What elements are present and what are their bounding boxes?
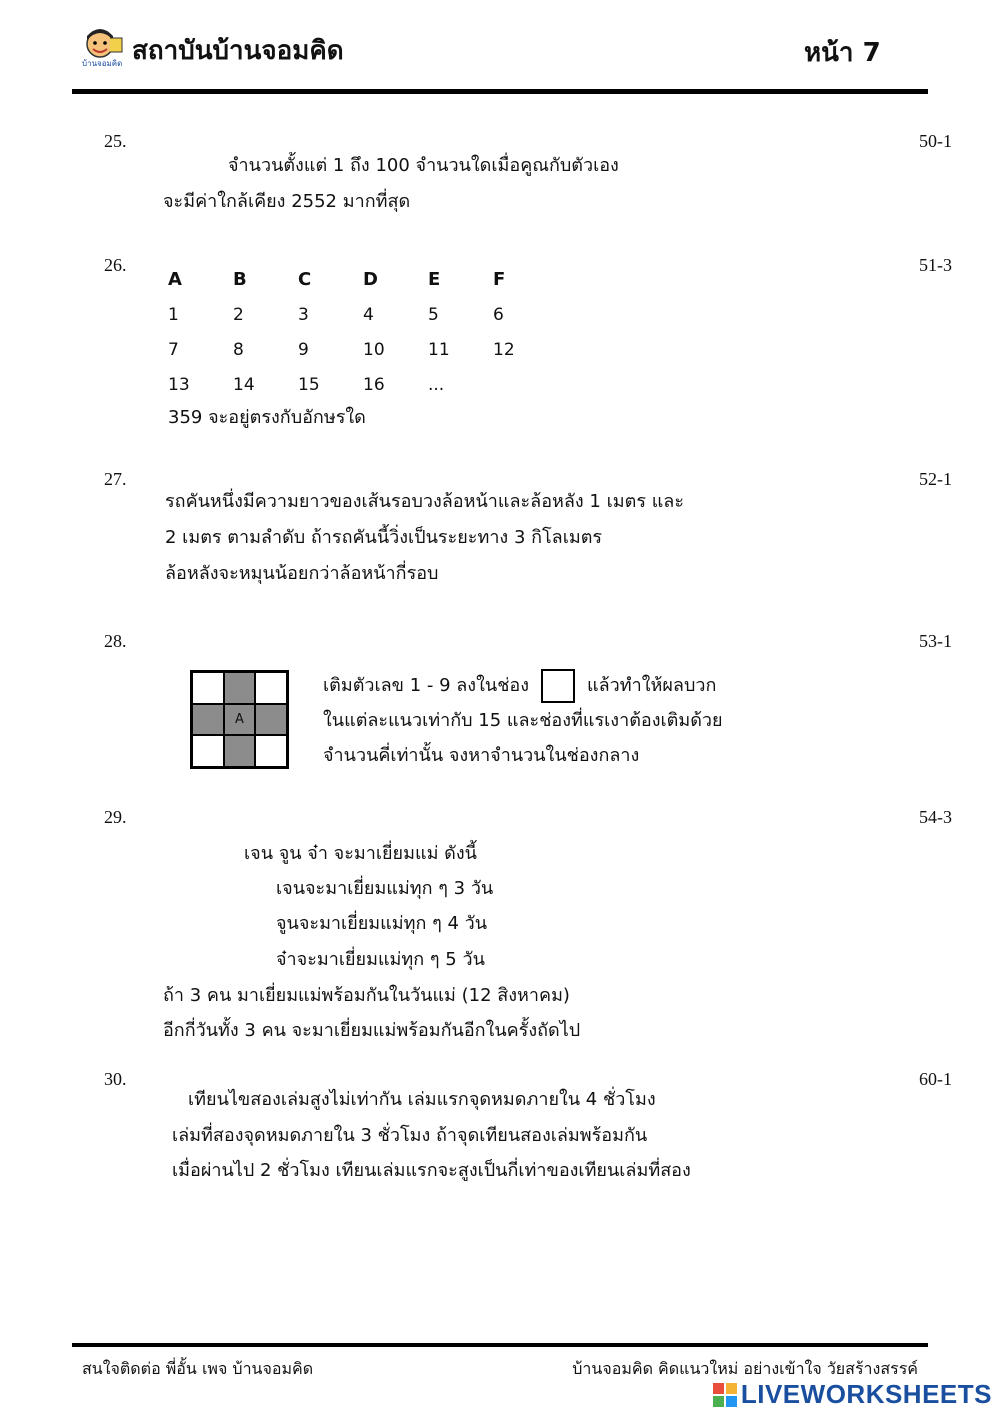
question-text: ล้อหลังจะหมุนน้อยกว่าล้อหน้ากี่รอบ (165, 563, 439, 584)
question-text: เจน จูน จ๋า จะมาเยี่ยมแม่ ดังนี้ (244, 843, 477, 864)
table-header-cell: B (233, 269, 247, 290)
logo-text: บ้านจอมคิด (82, 59, 123, 68)
question-text: จำนวนคี่เท่านั้น จงหาจำนวนในช่องกลาง (323, 745, 640, 766)
question-number: 27. (104, 469, 127, 489)
question-text: เล่มที่สองจุดหมดภายใน 3 ชั่วโมง ถ้าจุดเทียนสองเล่มพร้อมกัน (172, 1125, 648, 1146)
question-number: 28. (104, 631, 127, 651)
question-text: อีกกี่วันทั้ง 3 คน จะมาเยี่ยมแม่พร้อมกันอีกในครั้งถัดไป (163, 1020, 581, 1041)
question-number: 26. (104, 255, 127, 275)
letter-number-table (168, 262, 558, 402)
footer-slogan: บ้านจอมคิด คิดแนวใหม่ อย่างเข้าใจ วัยสร้างสรรค์ (572, 1359, 918, 1378)
table-header-cell: E (428, 269, 441, 290)
page-number: หน้า 7 (804, 38, 881, 68)
table-cell: 3 (298, 304, 309, 325)
table-cell: 7 (168, 339, 179, 360)
question-code: 51-3 (919, 255, 952, 275)
table-cell: ... (428, 374, 445, 395)
question-text: แล้วทำให้ผลบวก (587, 675, 717, 696)
question-text: จำนวนตั้งแต่ 1 ถึง 100 จำนวนใดเมื่อคูณกับตัวเอง (228, 155, 619, 176)
question-code: 53-1 (919, 631, 952, 651)
question-text: เมื่อผ่านไป 2 ชั่วโมง เทียนเล่มแรกจะสูงเป็นกี่เท่าของเทียนเล่มที่สอง (172, 1160, 691, 1181)
liveworksheets-watermark (713, 1379, 992, 1410)
logo-icon (80, 28, 130, 68)
grid-cell (255, 672, 287, 704)
question-text: 359 จะอยู่ตรงกับอักษรใด (168, 407, 366, 428)
header-title: สถาบันบ้านจอมคิด (132, 36, 344, 66)
watermark-text: LIVEWORKSHEETS (740, 1379, 992, 1409)
table-cell: 9 (298, 339, 309, 360)
grid-cell-shaded (224, 672, 256, 704)
header-divider (72, 89, 928, 94)
question-text: เติมตัวเลข 1 - 9 ลงในช่อง (323, 675, 530, 696)
question-text: ถ้า 3 คน มาเยี่ยมแม่พร้อมกันในวันแม่ (12 สิงหาคม) (163, 985, 570, 1006)
question-text: 2 เมตร ตามลำดับ ถ้ารถคันนี้วิ่งเป็นระยะทาง 3 กิโลเมตร (165, 527, 603, 548)
table-cell: 13 (168, 374, 190, 395)
question-number: 30. (104, 1069, 127, 1089)
table-cell: 6 (493, 304, 504, 325)
table-cell: 10 (363, 339, 385, 360)
question-text: จูนจะมาเยี่ยมแม่ทุก ๆ 4 วัน (276, 913, 488, 934)
table-header-cell: F (493, 269, 506, 290)
table-cell: 4 (363, 304, 374, 325)
liveworksheets-logo-icon (713, 1383, 737, 1407)
table-row (168, 367, 558, 402)
table-cell: 12 (493, 339, 515, 360)
question-code: 52-1 (919, 469, 952, 489)
table-header-row (168, 262, 558, 297)
question-text: รถคันหนึ่งมีความยาวของเส้นรอบวงล้อหน้าและล้อหลัง 1 เมตร และ (165, 491, 685, 512)
table-cell: 15 (298, 374, 320, 395)
table-cell: 8 (233, 339, 244, 360)
grid-cell (192, 735, 224, 767)
table-header-cell: A (168, 269, 182, 290)
table-row (168, 297, 558, 332)
table-cell: 11 (428, 339, 450, 360)
empty-box-icon (541, 669, 575, 703)
question-number: 25. (104, 131, 127, 151)
grid-cell-shaded (192, 704, 224, 736)
grid-cell (192, 672, 224, 704)
question-code: 50-1 (919, 131, 952, 151)
question-code: 60-1 (919, 1069, 952, 1089)
question-text: ในแต่ละแนวเท่ากับ 15 และช่องที่แรเงาต้องเติมด้วย (323, 710, 723, 731)
table-cell: 2 (233, 304, 244, 325)
question-number: 29. (104, 807, 127, 827)
table-row (168, 332, 558, 367)
grid-cell (255, 735, 287, 767)
table-cell: 14 (233, 374, 255, 395)
question-text: เจนจะมาเยี่ยมแม่ทุก ๆ 3 วัน (276, 878, 494, 899)
question-text: จ๋าจะมาเยี่ยมแม่ทุก ๆ 5 วัน (276, 949, 485, 970)
table-cell: 5 (428, 304, 439, 325)
magic-square-grid (190, 670, 289, 769)
footer-contact: สนใจติดต่อ พี่อั้น เพจ บ้านจอมคิด (82, 1359, 314, 1378)
table-header-cell: C (298, 269, 312, 290)
table-header-cell: D (363, 269, 378, 290)
table-cell: 16 (363, 374, 385, 395)
question-code: 54-3 (919, 807, 952, 827)
grid-cell-shaded (224, 735, 256, 767)
grid-cell-shaded (255, 704, 287, 736)
question-text-line (323, 668, 716, 704)
question-text: เทียนไขสองเล่มสูงไม่เท่ากัน เล่มแรกจุดหมดภายใน 4 ชั่วโมง (188, 1089, 656, 1110)
table-cell: 1 (168, 304, 179, 325)
footer-divider (72, 1343, 928, 1347)
question-text: จะมีค่าใกล้เคียง 2552 มากที่สุด (163, 191, 411, 212)
grid-cell-center: A (224, 704, 256, 736)
